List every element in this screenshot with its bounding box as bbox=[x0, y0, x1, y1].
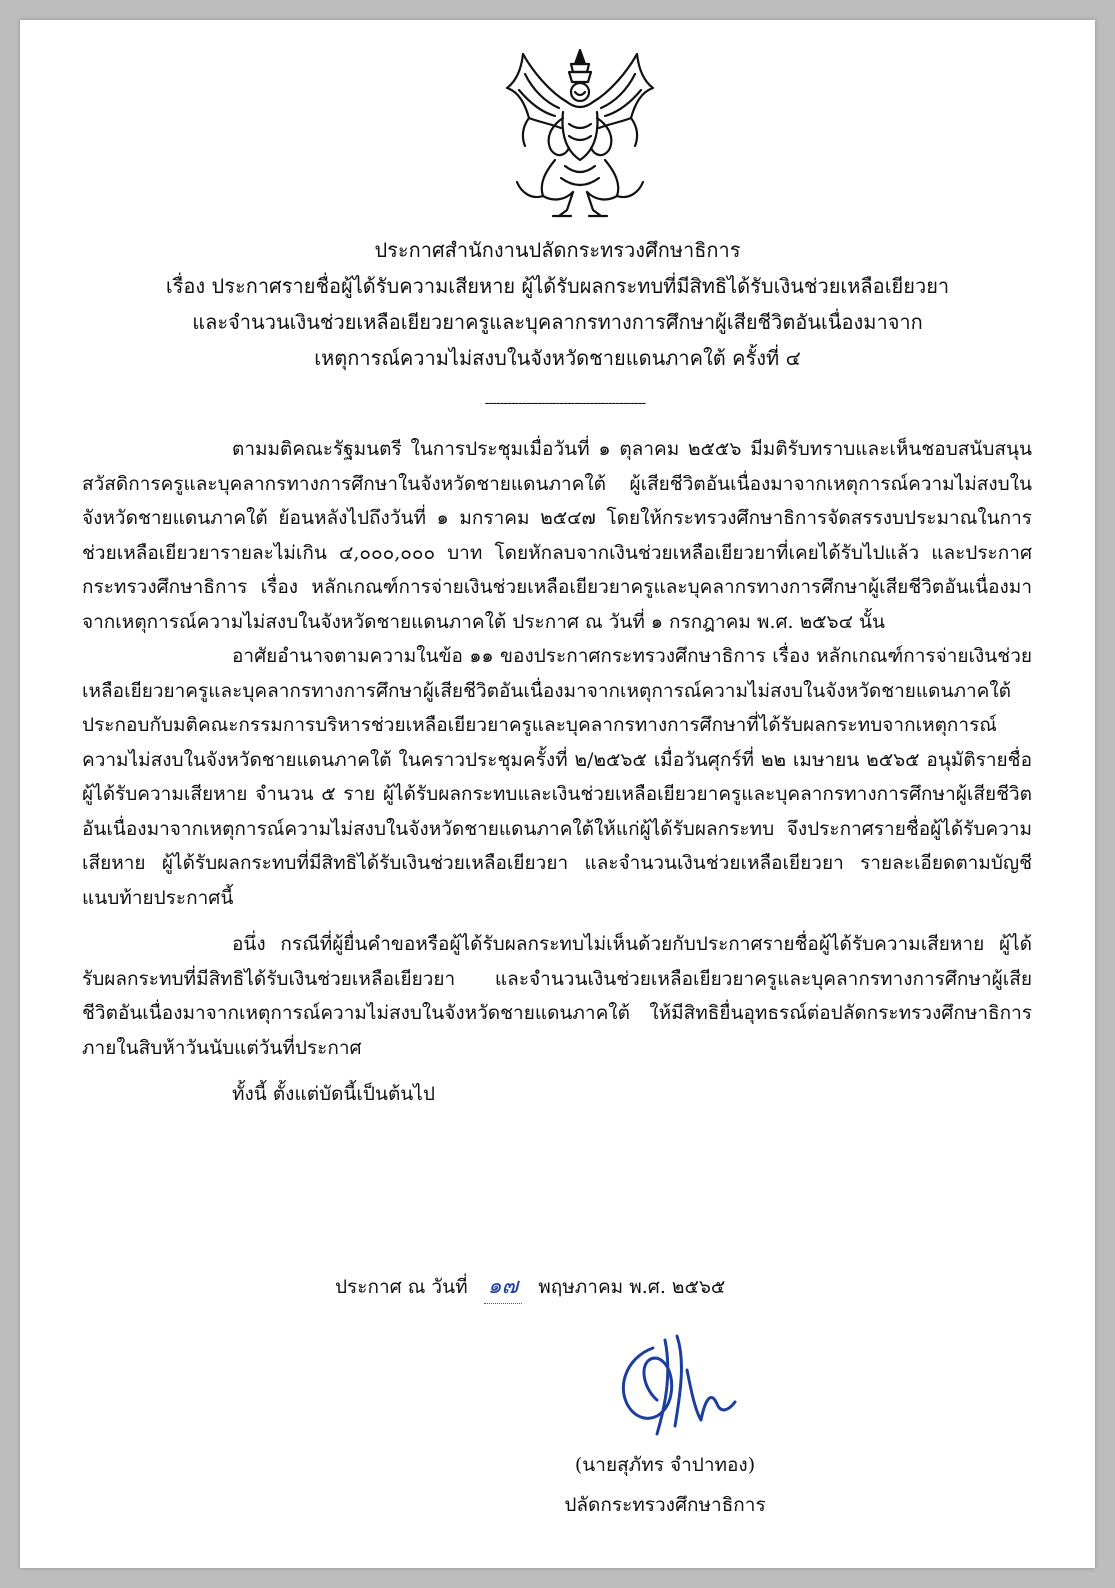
dateline-month-year: พฤษภาคม พ.ศ. ๒๕๖๕ bbox=[538, 1276, 726, 1298]
subject-line-3: เหตุการณ์ความไม่สงบในจังหวัดชายแดนภาคใต้ ครั้งที่ ๔ bbox=[314, 346, 801, 370]
signature-mark bbox=[605, 1330, 745, 1440]
garuda-emblem-icon bbox=[495, 42, 665, 222]
paragraph-authority: อาศัยอำนาจตามความในข้อ ๑๑ ของประกาศกระทรวงศึกษาธิการ เรื่อง หลักเกณฑ์การจ่ายเงินช่วยเหลือเยียวยาครูและบุคลากรทางการศึกษาผู้เสียชีวิตอันเนื่องมาจากเหตุการณ์ความไม่สงบในจังหวัดชายแดนภาคใต้ ประกอบกับมติคณะกรรมการบริหารช่วยเหลือเยียวยาครูและบุคลากรทางการศึกษาที่ได้รับผลกระทบจากเหตุการณ์ความไม่สงบในจังหวัดชายแดนภาคใต้ ในคราวประชุมครั้งที่ ๒/๒๕๖๕ เมื่อวันศุกร์ที่ ๒๒ เมษายน ๒๕๖๕ อนุมัติรายชื่อผู้ได้รับความเสียหาย จำนวน ๕ ราย ผู้ได้รับผลกระทบและเงินช่วยเหลือเยียวยาครูและบุคลากรทางการศึกษาผู้เสียชีวิตอันเนื่องมาจากเหตุการณ์ความไม่สงบในจังหวัดชายแดนภาคใต้ให้แก่ผู้ได้รับผลกระทบ จึงประกาศรายชื่อผู้ได้รับความเสียหาย ผู้ได้รับผลกระทบที่มีสิทธิได้รับเงินช่วยเหลือเยียวยา และจำนวนเงินช่วยเหลือเยียวยา รายละเอียดตามบัญชีแนบท้ายประกาศนี้ bbox=[82, 645, 1032, 909]
subject-line-2: และจำนวนเงินช่วยเหลือเยียวยาครูและบุคลากรทางการศึกษาผู้เสียชีวิตอันเนื่องมาจาก bbox=[192, 310, 923, 334]
handwritten-day: ๑๗ bbox=[484, 1268, 523, 1304]
subject-line-1: เรื่อง ประกาศรายชื่อผู้ได้รับความเสียหาย ผู้ได้รับผลกระทบที่มีสิทธิได้รับเงินช่วยเหลือเยียวยา bbox=[165, 274, 950, 298]
document-body bbox=[82, 432, 1032, 1112]
issuer-title: ประกาศสำนักงานปลัดกระทรวงศึกษาธิการ bbox=[374, 238, 741, 262]
dateline-prefix: ประกาศ ณ วันที่ bbox=[335, 1276, 468, 1298]
paragraph-appeal: อนึ่ง กรณีที่ผู้ยื่นคำขอหรือผู้ได้รับผลกระทบไม่เห็นด้วยกับประกาศรายชื่อผู้ได้รับความเสียหาย ผู้ได้รับผลกระทบที่มีสิทธิได้รับเงินช่วยเหลือเยียวยา และจำนวนเงินช่วยเหลือเยียวยาครูและบุคลากรทางการศึกษาผู้เสียชีวิตอันเนื่องมาจากเหตุการณ์ความไม่สงบในจังหวัดชายแดนภาคใต้ ให้มีสิทธิยื่นอุทธรณ์ต่อปลัดกระทรวงศึกษาธิการภายในสิบห้าวันนับแต่วันที่ประกาศ bbox=[82, 933, 1032, 1059]
dateline bbox=[335, 1268, 725, 1304]
signer-name: (นายสุภัทร จำปาทอง) bbox=[574, 1454, 756, 1476]
document-heading bbox=[60, 232, 1055, 376]
heading-separator: ------------------------------------------- bbox=[484, 395, 646, 411]
paragraph-cabinet-resolution: ตามมติคณะรัฐมนตรี ในการประชุมเมื่อวันที่ ๑ ตุลาคม ๒๕๕๖ มีมติรับทราบและเห็นชอบสนับสนุนสวัสดิการครูและบุคลากรทางการศึกษาในจังหวัดชายแดนภาคใต้ ผู้เสียชีวิตอันเนื่องมาจากเหตุการณ์ความไม่สงบในจังหวัดชายแดนภาคใต้ ย้อนหลังไปถึงวันที่ ๑ มกราคม ๒๕๔๗ โดยให้กระทรวงศึกษาธิการจัดสรรงบประมาณในการช่วยเหลือเยียวยารายละไม่เกิน ๔,๐๐๐,๐๐๐ บาท โดยหักลบจากเงินช่วยเหลือเยียวยาที่เคยได้รับไปแล้ว และประกาศกระทรวงศึกษาธิการ เรื่อง หลักเกณฑ์การจ่ายเงินช่วยเหลือเยียวยาครูและบุคลากรทางการศึกษาผู้เสียชีวิตอันเนื่องมาจากเหตุการณ์ความไม่สงบในจังหวัดชายแดนภาคใต้ ประกาศ ณ วันที่ ๑ กรกฎาคม พ.ศ. ๒๕๖๔ นั้น bbox=[82, 438, 1032, 633]
document-page bbox=[20, 20, 1095, 1568]
effective-clause: ทั้งนี้ ตั้งแต่บัดนี้เป็นต้นไป bbox=[232, 1083, 435, 1105]
signer-title: ปลัดกระทรวงศึกษาธิการ bbox=[564, 1494, 766, 1516]
